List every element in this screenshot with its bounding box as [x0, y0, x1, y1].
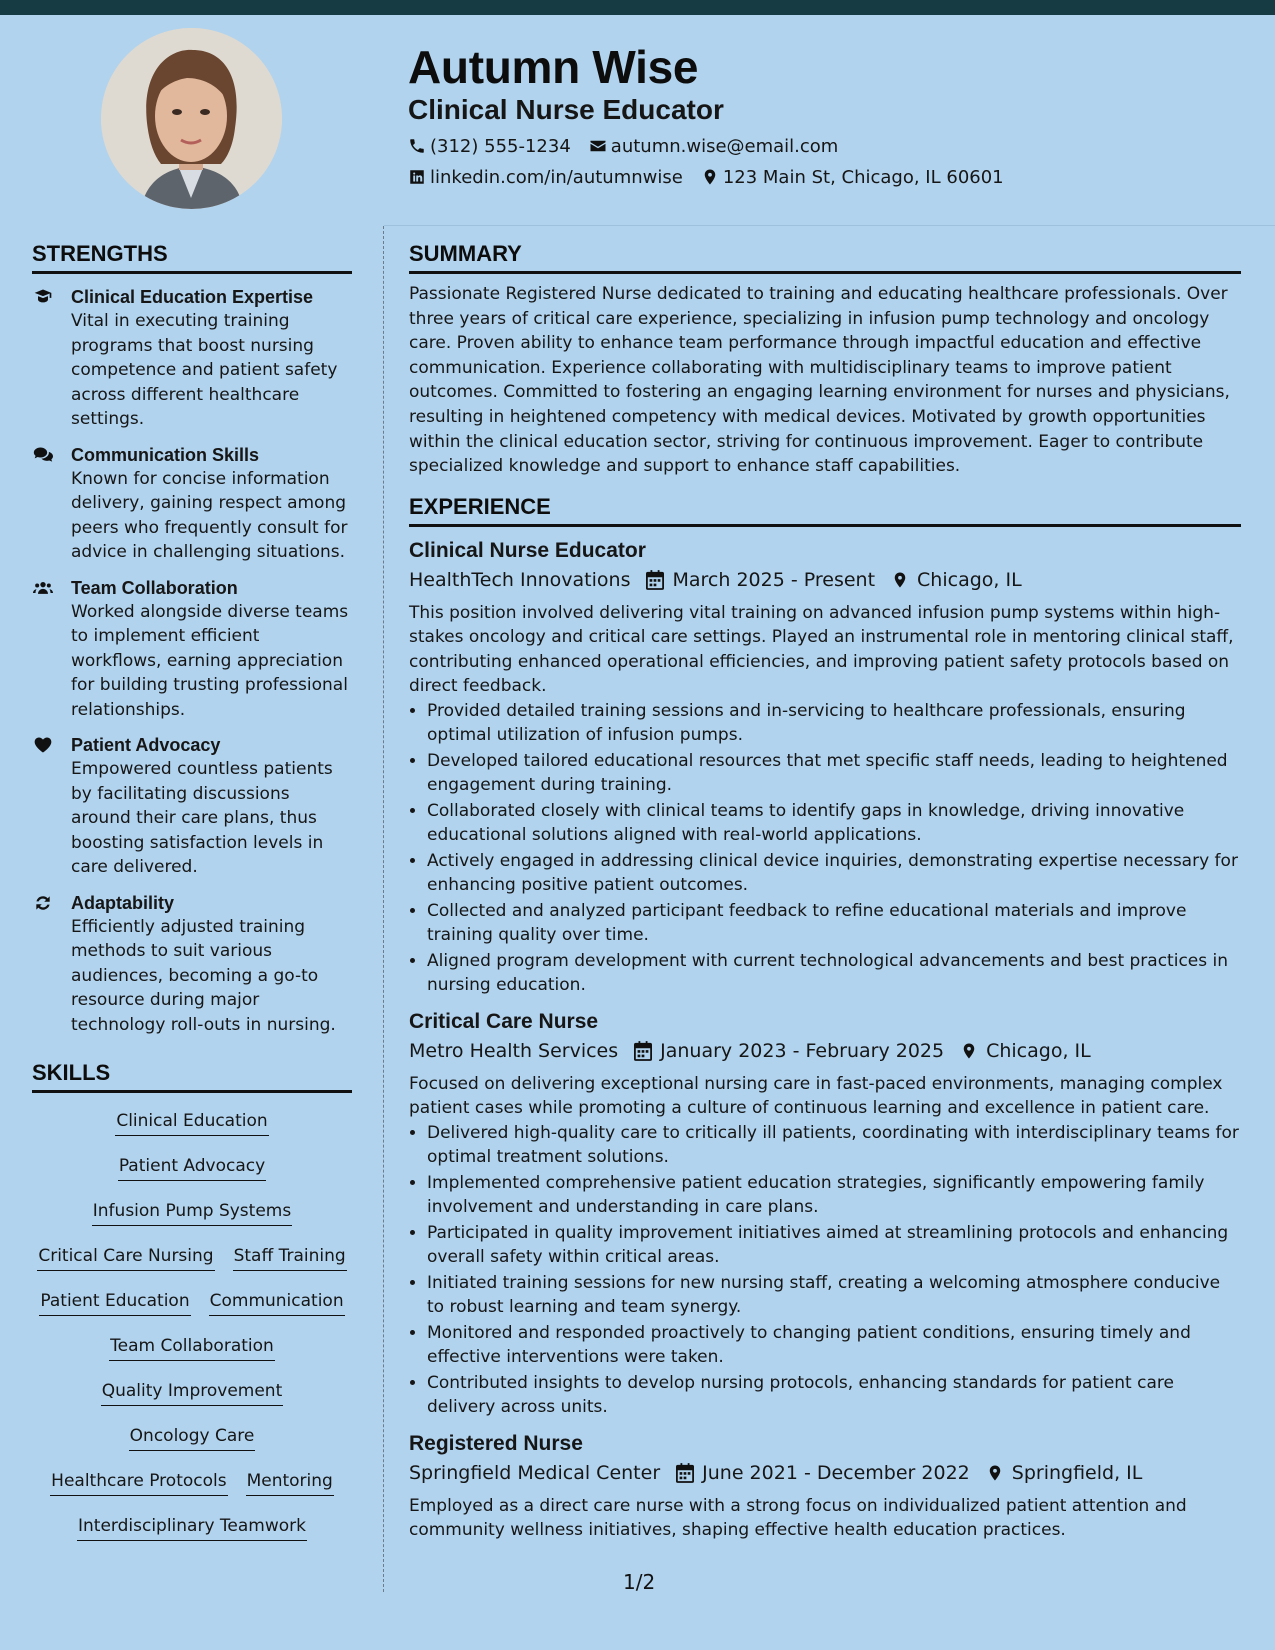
job-title: Critical Care Nurse	[409, 1009, 599, 1033]
bullet-item: • Aligned program development with current technological advancements and best practices in nursing education.	[427, 949, 1241, 998]
job-dates-group	[676, 1458, 970, 1488]
candidate-name: Autumn Wise	[408, 41, 699, 93]
linkedin-icon	[408, 168, 426, 186]
location-pin-icon	[891, 570, 909, 590]
job-entry	[409, 1008, 1241, 1420]
skill-tag: Critical Care Nursing	[37, 1244, 214, 1271]
right-column	[409, 240, 1241, 1543]
calendar-icon	[646, 570, 664, 590]
top-accent-bar	[0, 0, 1275, 15]
summary-heading: SUMMARY	[409, 240, 1241, 274]
job-location: Springfield, IL	[1011, 1461, 1143, 1484]
location-pin-icon	[960, 1041, 978, 1061]
job-company: Metro Health Services	[409, 1039, 619, 1062]
job-location: Chicago, IL	[986, 1039, 1091, 1062]
skill-tag: Communication	[209, 1289, 345, 1316]
email-text: autumn.wise@email.com	[610, 135, 839, 157]
bullet-item: • Collaborated closely with clinical teams to identify gaps in knowledge, driving innovative educational solutions aligned with real-world applications.	[427, 799, 1241, 848]
skill-tag: Patient Education	[39, 1289, 190, 1316]
job-bullets	[409, 699, 1241, 998]
strength-item	[32, 285, 352, 432]
contact-email[interactable]	[589, 136, 839, 157]
skill-row	[32, 1379, 352, 1424]
bullet-item: • Monitored and responded proactively to changing patient conditions, ensuring timely and effective interventions were taken.	[427, 1321, 1241, 1370]
bullet-item: • Implemented comprehensive patient education strategies, significantly empowering family involvement and understanding in care plans.	[427, 1171, 1241, 1220]
skill-row	[32, 1514, 352, 1559]
strengths-heading: STRENGTHS	[32, 240, 352, 274]
summary-text: Passionate Registered Nurse dedicated to training and educating healthcare professionals. Over three years of critical care experience, specializing in infusion pump technology and oncology care. Proven ability to enhance team performance through impactful education and effective communication. Experience collaborating with multidisciplinary teams to improve patient outcomes. Committed to fostering an engaging learning environment for nurses and physicians, resulting in heightened competency with medical devices. Motivated by growth opportunities within the clinical education sector, striving for continuous improvement. Eager to contribute specialized knowledge and support to enhance staff capabilities.	[409, 284, 1230, 477]
location-pin-icon	[701, 168, 719, 186]
job-dates-group	[634, 1036, 944, 1066]
skill-row	[32, 1199, 352, 1244]
job-bullets	[409, 1121, 1241, 1420]
skill-row	[32, 1334, 352, 1379]
contact-address	[701, 167, 1004, 188]
bullet-item: • Participated in quality improvement initiatives aimed at streamlining protocols and enhancing overall safety within critical areas.	[427, 1221, 1241, 1270]
linkedin-text: linkedin.com/in/autumnwise	[430, 166, 683, 188]
experience-heading: EXPERIENCE	[409, 493, 1241, 527]
strength-desc: Empowered countless patients by facilitating discussions around their care plans, thus boosting satisfaction levels in care delivered.	[71, 759, 333, 877]
job-title: Clinical Nurse Educator	[409, 538, 646, 562]
page-number: 1/2	[623, 1570, 656, 1594]
contact-linkedin[interactable]	[408, 167, 683, 188]
skill-row	[32, 1109, 352, 1154]
bullet-item: • Delivered high-quality care to critically ill patients, coordinating with interdisciplinary teams for optimal treatment solutions.	[427, 1121, 1241, 1170]
users-icon	[32, 578, 54, 598]
skill-tag: Oncology Care	[129, 1424, 256, 1451]
skill-row	[32, 1289, 352, 1334]
skill-tag: Infusion Pump Systems	[92, 1199, 292, 1226]
job-dates: March 2025 - Present	[672, 568, 876, 591]
job-meta	[409, 1458, 1241, 1488]
bullet-item: • Actively engaged in addressing clinical device inquiries, demonstrating expertise necessary for enhancing positive patient outcomes.	[427, 849, 1241, 898]
skill-tag: Patient Advocacy	[118, 1154, 266, 1181]
skills-list	[32, 1109, 352, 1559]
left-column	[32, 240, 352, 1559]
job-title: Registered Nurse	[409, 1431, 583, 1455]
skills-heading: SKILLS	[32, 1059, 352, 1093]
strength-desc: Worked alongside diverse teams to implement efficient workflows, earning appreciation for building trusting professional relationships.	[71, 601, 349, 720]
skill-row	[32, 1154, 352, 1199]
column-divider	[383, 226, 384, 1592]
skill-tag: Mentoring	[246, 1469, 334, 1496]
location-pin-icon	[986, 1463, 1004, 1483]
graduate-icon	[32, 287, 54, 307]
header-divider	[384, 225, 1275, 226]
heart-icon	[32, 735, 54, 755]
strength-desc: Vital in executing training programs that boost nursing competence and patient safety across different healthcare settings.	[71, 311, 338, 429]
candidate-title: Clinical Nurse Educator	[408, 94, 724, 125]
job-dates-group	[646, 565, 875, 595]
skill-row	[32, 1469, 352, 1514]
strength-item	[32, 891, 352, 1038]
refresh-icon	[32, 893, 54, 913]
email-icon	[589, 137, 607, 155]
address-text: 123 Main St, Chicago, IL 60601	[722, 166, 1004, 188]
contact-row-2	[408, 164, 1022, 190]
job-location: Chicago, IL	[917, 568, 1022, 591]
bullet-item: • Contributed insights to develop nursing protocols, enhancing standards for patient care delivery across units.	[427, 1371, 1241, 1420]
job-company: Springfield Medical Center	[409, 1461, 661, 1484]
skill-row	[32, 1424, 352, 1469]
bullet-item: • Provided detailed training sessions and in-servicing to healthcare professionals, ensuring optimal utilization of infusion pumps.	[427, 699, 1241, 748]
phone-icon	[408, 137, 426, 155]
phone-text: (312) 555-1234	[430, 135, 571, 157]
strength-title: Communication Skills	[71, 444, 260, 465]
skill-tag: Clinical Education	[115, 1109, 268, 1136]
skill-row	[32, 1244, 352, 1289]
strength-item	[32, 443, 352, 565]
strength-title: Patient Advocacy	[71, 735, 221, 755]
bullet-item: • Developed tailored educational resources that met specific staff needs, leading to heightened engagement during training.	[427, 749, 1241, 798]
bullet-item: • Initiated training sessions for new nursing staff, creating a welcoming atmosphere conducive to robust learning and team synergy.	[427, 1271, 1241, 1320]
skill-tag: Staff Training	[233, 1244, 347, 1271]
strength-title: Team Collaboration	[71, 577, 238, 598]
comments-icon	[32, 445, 54, 465]
strength-title: Clinical Education Expertise	[71, 287, 314, 307]
calendar-icon	[676, 1463, 694, 1483]
job-location-group	[891, 565, 1022, 595]
skill-tag: Team Collaboration	[109, 1334, 275, 1361]
job-meta	[409, 565, 1241, 595]
job-meta	[409, 1036, 1241, 1066]
strength-title: Adaptability	[71, 892, 175, 913]
skill-tag: Healthcare Protocols	[50, 1469, 227, 1496]
contact-row-1	[408, 133, 856, 159]
skill-tag: Quality Improvement	[101, 1379, 284, 1406]
job-location-group	[986, 1458, 1143, 1488]
strength-item	[32, 576, 352, 723]
job-entry	[409, 537, 1241, 998]
skill-tag: Interdisciplinary Teamwork	[77, 1514, 307, 1541]
job-location-group	[960, 1036, 1091, 1066]
strength-desc: Efficiently adjusted training methods to suit various audiences, becoming a go-to resource during major technology roll-outs in nursing.	[71, 916, 336, 1035]
contact-phone[interactable]	[408, 136, 571, 157]
strength-desc: Known for concise information delivery, gaining respect among peers who frequently consult for advice in challenging situations.	[71, 468, 348, 562]
job-entry	[409, 1430, 1241, 1543]
job-description: This position involved delivering vital training on advanced infusion pump systems within high-stakes oncology and critical care settings. Played an instrumental role in mentoring clinical staff, contributing enhanced operational efficiencies, and improving patient safety protocols based on direct feedback.	[409, 602, 1234, 697]
job-description: Focused on delivering exceptional nursing care in fast-paced environments, managing complex patient cases while promoting a culture of continuous learning and excellence in patient care.	[409, 1073, 1223, 1119]
strength-item	[32, 733, 352, 880]
job-company: HealthTech Innovations	[409, 568, 631, 591]
job-description: Employed as a direct care nurse with a strong focus on individualized patient attention and community wellness initiatives, shaping effective health education practices.	[409, 1495, 1187, 1541]
calendar-icon	[634, 1041, 652, 1061]
bullet-item: • Collected and analyzed participant feedback to refine educational materials and improve training quality over time.	[427, 899, 1241, 948]
job-dates: June 2021 - December 2022	[702, 1461, 970, 1484]
job-dates: January 2023 - February 2025	[660, 1039, 945, 1062]
profile-photo	[101, 28, 282, 209]
